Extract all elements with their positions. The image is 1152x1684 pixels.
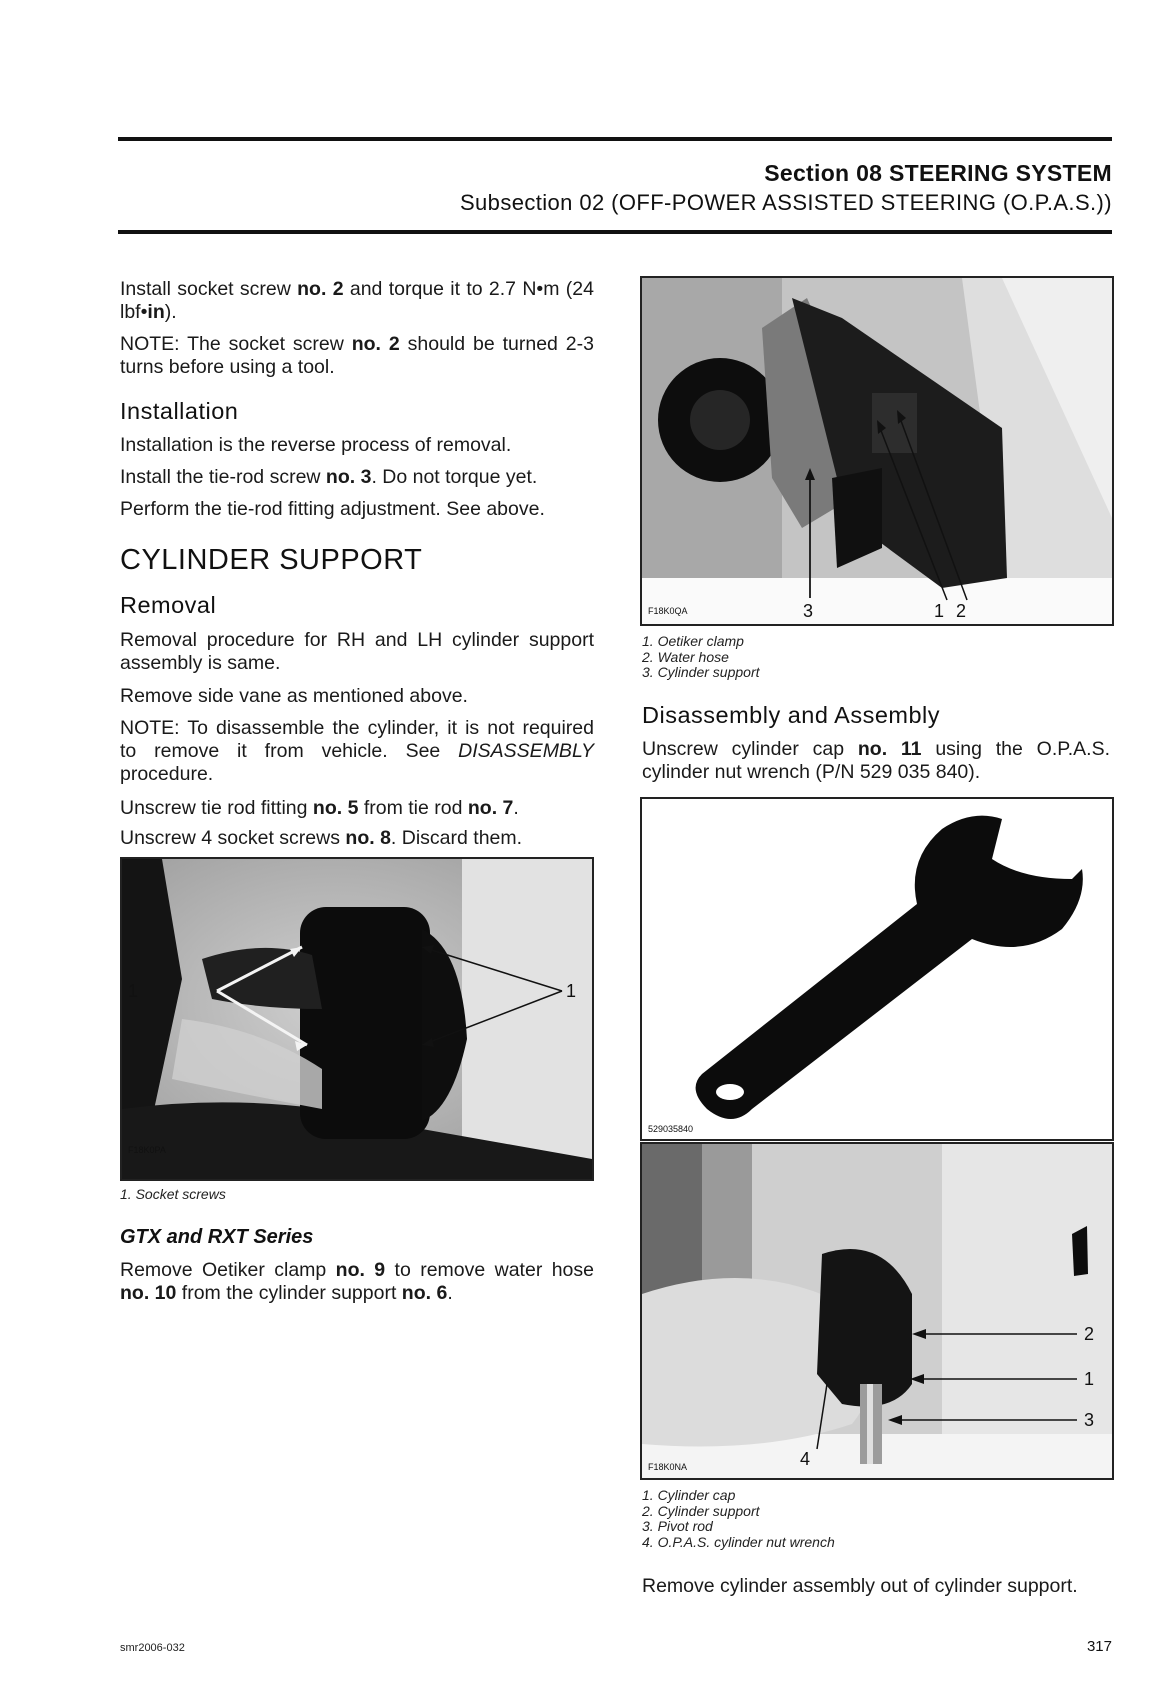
caption-item: 3. Pivot rod — [642, 1518, 713, 1534]
installation-step-3: Perform the tie-rod fitting adjustment. See above. — [120, 498, 545, 520]
disassembly-instruction: Unscrew cylinder cap no. 11 using the O.P.A.S. cylinder nut wrench (P/N 529 035 840). — [642, 738, 1110, 783]
heading-cylinder-support: CYLINDER SUPPORT — [120, 544, 423, 576]
caption-item: 2. Cylinder support — [642, 1502, 760, 1519]
figure-caption-list — [642, 1488, 835, 1550]
caption-item: 1. Oetiker clamp — [642, 633, 744, 649]
series-instruction: Remove Oetiker clamp no. 9 to remove water hose no. 10 from the cylinder support no. 6. — [120, 1259, 594, 1304]
figure-nut-wrench — [640, 797, 1114, 1141]
callout-4: 4 — [800, 1449, 811, 1469]
figure-socket-screws — [120, 857, 594, 1181]
final-instruction: Remove cylinder assembly out of cylinder support. — [642, 1575, 1078, 1597]
caption-item: 3. Cylinder support — [642, 664, 760, 680]
removal-step-3: Unscrew tie rod fitting no. 5 from tie rod no. 7. — [120, 797, 519, 819]
figure-oetiker-clamp — [640, 276, 1114, 626]
callout-3: 3 — [1084, 1410, 1095, 1430]
document-code: smr2006-032 — [120, 1642, 185, 1654]
installation-step-2: Install the tie-rod screw no. 3. Do not torque yet. — [120, 466, 538, 488]
callout-1: 1 — [1084, 1369, 1095, 1389]
note-socket-screw: NOTE: The socket screw no. 2 should be turned 2-3 turns before using a tool. — [120, 333, 594, 378]
socket-screws-photo — [122, 859, 592, 1179]
removal-step-2: Remove side vane as mentioned above. — [120, 685, 468, 707]
figure-code: 529035840 — [648, 1124, 694, 1134]
header-rule-top — [118, 137, 1112, 141]
nut-wrench-photo — [642, 799, 1112, 1139]
callout-1: 1 — [934, 601, 945, 621]
callout-1-right: 1 — [566, 981, 577, 1001]
cylinder-cap-photo — [642, 1144, 1112, 1478]
figure-code: F18K0QA — [648, 606, 688, 616]
torque-instruction: Install socket screw no. 2 and torque it to 2.7 N•m (24 lbf•in). — [120, 278, 594, 323]
figure-code: F18K0PA — [128, 1145, 166, 1155]
caption-item: 1. Cylinder cap — [642, 1487, 736, 1503]
figure-code: F18K0NA — [648, 1462, 688, 1472]
installation-step-1: Installation is the reverse process of removal. — [120, 434, 512, 456]
figure-cylinder-cap — [640, 1142, 1114, 1480]
heading-installation: Installation — [120, 398, 239, 424]
subsection-title: Subsection 02 (OFF-POWER ASSISTED STEERING (O.P.A.S.)) — [459, 190, 1112, 215]
heading-disassembly-assembly: Disassembly and Assembly — [642, 702, 941, 728]
removal-step-1: Removal procedure for RH and LH cylinder support assembly is same. — [120, 629, 594, 674]
section-title: Section 08 STEERING SYSTEM — [764, 160, 1112, 186]
oetiker-clamp-photo — [642, 278, 1112, 624]
figure-caption-list — [642, 634, 760, 681]
callout-2: 2 — [956, 601, 967, 621]
header-rule-bottom — [118, 230, 1112, 234]
page-number: 317 — [1086, 1638, 1112, 1655]
caption-item: 4. O.P.A.S. cylinder nut wrench — [642, 1533, 835, 1550]
removal-step-4: Unscrew 4 socket screws no. 8. Discard them. — [120, 827, 523, 849]
heading-gtx-rxt-series: GTX and RXT Series — [120, 1226, 314, 1248]
callout-1-left: 1 — [128, 981, 139, 1001]
removal-note: NOTE: To disassemble the cylinder, it is not required to remove it from vehicle. See DISASSEMBLY procedure. — [120, 717, 594, 785]
callout-2: 2 — [1084, 1324, 1095, 1344]
caption-item: 2. Water hose — [642, 648, 729, 665]
callout-3: 3 — [803, 601, 814, 621]
figure-caption: 1. Socket screws — [120, 1186, 226, 1202]
heading-removal: Removal — [120, 592, 217, 618]
